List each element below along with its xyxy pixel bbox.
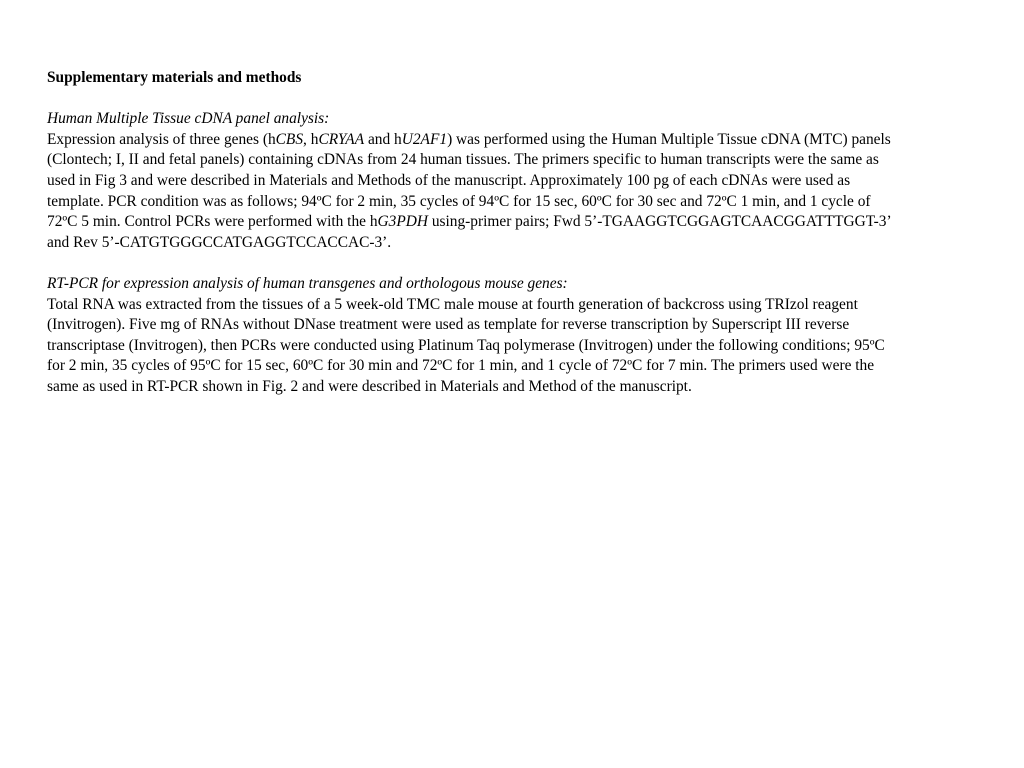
body-text: for 2 min, 35 cycles of 95ºC for 15 sec, 60ºC for 30 min and 72ºC for 1 min, and 1 cycle of 72ºC for 7 min. The primers used were the [47, 357, 875, 375]
gene-name: CRYAA [318, 130, 365, 148]
body-text: template. PCR condition was as follows; 94ºC for 2 min, 35 cycles of 94ºC for 15 sec, 60ºC for 30 sec and 72ºC 1 min, and 1 cycle of [47, 192, 871, 210]
document-page [47, 68, 997, 398]
section-mtc-panel-analysis [47, 109, 997, 253]
body-line [47, 212, 997, 233]
spacer [47, 89, 997, 110]
body-text: Total RNA was extracted from the tissues of a 5 week-old TMC male mouse at fourth generation of backcross using TRIzol reagent [47, 295, 858, 313]
spacer [47, 253, 997, 274]
body-text: Expression analysis of three genes (h [47, 130, 276, 148]
section-rt-pcr-analysis [47, 274, 997, 398]
body-line [47, 192, 997, 213]
body-line [47, 171, 997, 192]
body-text: (Clontech; I, II and fetal panels) containing cDNAs from 24 human tissues. The primers specific to human transcripts were the same as [47, 151, 879, 169]
body-line [47, 150, 997, 171]
body-text: transcriptase (Invitrogen), then PCRs were conducted using Platinum Taq polymerase (Invitrogen) under the following conditions; 95ºC [47, 336, 885, 354]
body-line [47, 233, 997, 254]
body-line [47, 356, 997, 377]
section-heading: Human Multiple Tissue cDNA panel analysis: [47, 110, 330, 128]
body-text: (Invitrogen). Five mg of RNAs without DNase treatment were used as template for reverse transcription by Superscript III reverse [47, 316, 850, 334]
body-text: and Rev 5’-CATGTGGGCCATGAGGTCCACCAC-3’. [47, 233, 392, 251]
body-line [47, 130, 997, 151]
body-line [47, 295, 997, 316]
body-text: 72ºC 5 min. Control PCRs were performed with the h [47, 213, 378, 231]
body-text: , h [303, 130, 319, 148]
gene-name: G3PDH [377, 213, 428, 231]
section-body [47, 295, 997, 398]
document-title: Supplementary materials and methods [47, 69, 302, 86]
body-text: and h [364, 130, 402, 148]
gene-name: CBS [275, 130, 304, 148]
section-body [47, 130, 997, 254]
body-text: used in Fig 3 and were described in Materials and Methods of the manuscript. Approximately 100 pg of each cDNAs were used as [47, 171, 851, 189]
body-line [47, 336, 997, 357]
body-text: using-primer pairs; Fwd 5’-TGAAGGTCGGAGTCAACGGATTTGGT-3’ [427, 213, 892, 231]
body-text: same as used in RT-PCR shown in Fig. 2 and were described in Materials and Method of the manuscript. [47, 377, 692, 395]
section-heading: RT-PCR for expression analysis of human transgenes and orthologous mouse genes: [47, 274, 568, 292]
gene-name: U2AF1 [401, 130, 448, 148]
body-text: ) was performed using the Human Multiple Tissue cDNA (MTC) panels [447, 130, 891, 148]
body-line [47, 377, 997, 398]
body-line [47, 315, 997, 336]
